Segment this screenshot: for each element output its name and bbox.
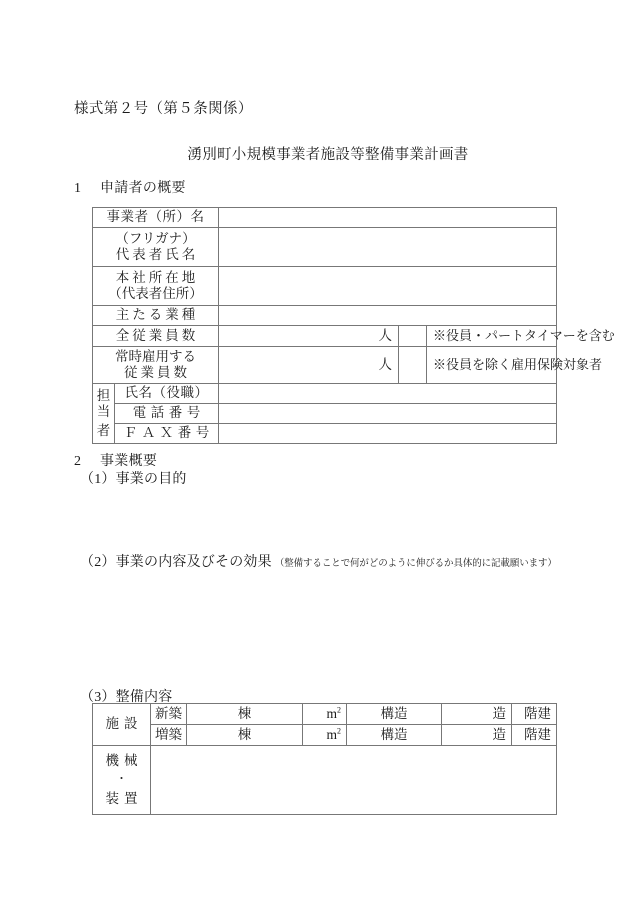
row-label-representative-address: （代表者住所） (108, 286, 203, 301)
row-label-furigana: （フリガナ） (115, 230, 196, 246)
row-label-head-office: 本社所在地 (115, 269, 199, 285)
row-label-regular-line2: 従業員数 (124, 365, 190, 380)
input-representative-name[interactable] (219, 228, 557, 267)
machinery-label-line3: 装置 (105, 790, 143, 806)
row-label-industry: 主たる業種 (93, 306, 219, 326)
section-2-label: 事業概要 (100, 454, 158, 469)
row-label-new-construction: 新築 (151, 704, 187, 725)
section-1-label: 申請者の概要 (100, 181, 186, 196)
total-employees-unit: 人 (378, 327, 392, 343)
document-title: 湧別町小規模事業者施設等整備事業計画書 (187, 147, 469, 163)
row-label-contact-name: 氏名（役職） (115, 384, 219, 404)
extension-area-unit-sup: 2 (337, 726, 341, 736)
section-1-heading (74, 177, 186, 197)
input-extension-floors[interactable] (512, 725, 557, 746)
extension-buildings-unit: 棟 (237, 726, 252, 742)
section-2-heading (74, 450, 157, 470)
machinery-label-line1: 機械 (105, 752, 143, 768)
input-contact-fax[interactable] (219, 424, 557, 444)
input-new-buildings[interactable] (187, 704, 303, 725)
row-label-representative-name: 代表者氏名 (115, 247, 199, 262)
section-2-number: 2 (74, 454, 82, 469)
table-row (93, 267, 557, 306)
row-label-business-name: 事業者（所）名 (93, 208, 219, 228)
row-label-machinery (93, 746, 151, 815)
input-extension-area[interactable] (303, 725, 347, 746)
new-structure-unit: 造 (492, 705, 506, 721)
table-row (93, 424, 557, 444)
row-label-total-employees: 全従業員数 (93, 326, 219, 347)
table-row (93, 704, 557, 725)
table-row (93, 326, 557, 347)
section-2-sub-3: （3）整備内容 (80, 690, 173, 705)
note-regular-employees: ※役員を除く雇用保険対象者 (427, 347, 557, 384)
form-number: 様式第２号（第５条関係） (74, 101, 253, 117)
input-contact-name[interactable] (219, 384, 557, 404)
row-label-contact-fax: ＦＡＸ番号 (115, 424, 219, 444)
row-label-extension: 増築 (151, 725, 187, 746)
input-industry[interactable] (219, 306, 557, 326)
section-1-number: 1 (74, 181, 82, 196)
section-2-sub-2-label: （2）事業の内容及びその効果 (80, 555, 272, 570)
input-new-floors[interactable] (512, 704, 557, 725)
extension-floors-unit: 階建 (524, 726, 551, 742)
table-row (93, 306, 557, 326)
row-label-address (93, 267, 219, 306)
row-label-regular-line1: 常時雇用する (115, 348, 196, 364)
contact-label-char-1: 担 (96, 387, 111, 403)
table-row (93, 725, 557, 746)
row-label-regular-employees (93, 347, 219, 384)
input-extension-buildings[interactable] (187, 725, 303, 746)
input-contact-phone[interactable] (219, 404, 557, 424)
new-area-unit: m (326, 705, 337, 721)
input-regular-employees[interactable] (219, 347, 399, 384)
new-buildings-unit: 棟 (237, 705, 252, 721)
section-2-sub-2 (80, 551, 557, 571)
machinery-label-line2: ・ (116, 773, 127, 786)
input-new-area[interactable] (303, 704, 347, 725)
input-total-employees[interactable] (219, 326, 399, 347)
table-row (93, 208, 557, 228)
regular-employees-unit: 人 (378, 356, 392, 372)
table-row (93, 404, 557, 424)
row-label-facility: 施設 (93, 704, 151, 746)
label-new-structure: 構造 (347, 704, 442, 725)
improvement-detail-table (92, 703, 557, 815)
contact-label-char-3: 者 (96, 423, 111, 438)
new-area-unit-sup: 2 (337, 705, 341, 715)
note-total-employees: ※役員・パートタイマーを含む (427, 326, 557, 347)
contact-vertical-label (93, 384, 115, 444)
section-2-sub-1: （1）事業の目的 (80, 472, 187, 487)
input-business-name[interactable] (219, 208, 557, 228)
row-label-representative (93, 228, 219, 267)
applicant-overview-table (92, 207, 615, 444)
table-row (93, 746, 557, 815)
extension-area-unit: m (326, 726, 337, 742)
extension-structure-unit: 造 (492, 726, 506, 742)
section-2-sub-2-note: （整備することで何がどのように伸びるか具体的に記載願います） (274, 559, 557, 569)
row-label-contact-phone: 電話番号 (115, 404, 219, 424)
table-row (93, 228, 557, 267)
table-row (93, 347, 557, 384)
input-machinery-detail[interactable] (151, 746, 557, 815)
input-address[interactable] (219, 267, 557, 306)
new-floors-unit: 階建 (524, 705, 551, 721)
input-extension-structure-type[interactable] (442, 725, 512, 746)
table-row (93, 384, 557, 404)
input-new-structure-type[interactable] (442, 704, 512, 725)
contact-label-char-2: 当 (96, 404, 111, 419)
label-extension-structure: 構造 (347, 725, 442, 746)
